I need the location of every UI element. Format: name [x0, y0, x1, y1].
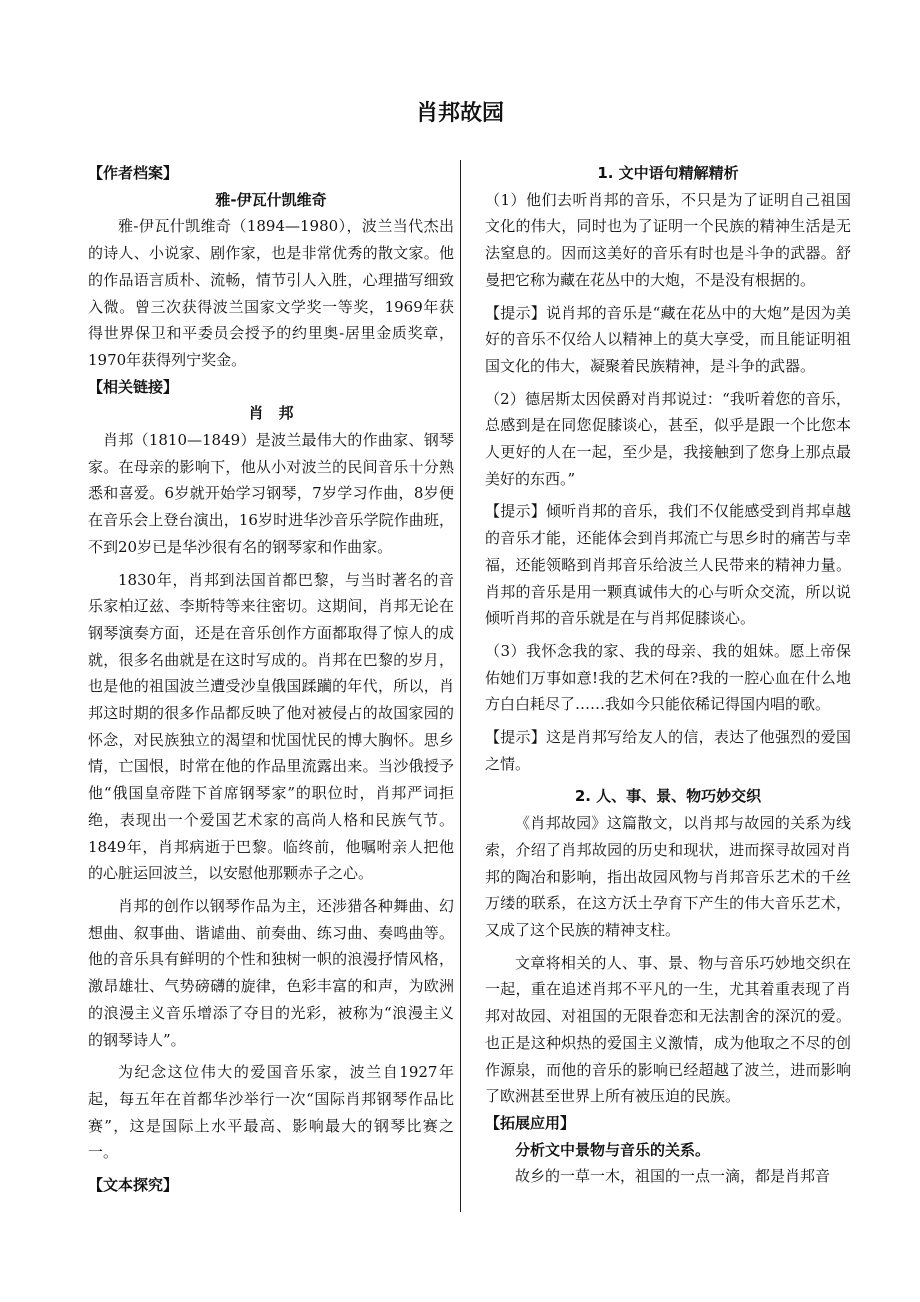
column-divider [460, 160, 461, 1212]
left-column [88, 160, 454, 1199]
extension-question: 分析文中景物与音乐的关系。 [515, 1140, 711, 1159]
extension-heading: 【拓展应用】 [485, 1113, 576, 1132]
tip-item: 【提示】这是肖邦写给友人的信，表达了他强烈的爱国之情。 [485, 728, 851, 773]
related-links-heading: 【相关链接】 [88, 377, 179, 396]
chopin-paragraph: 为纪念这位伟大的爱国音乐家，波兰自1927年起，每五年在首都华沙举行一次“国际肖邦钢琴作品比赛”，这是国际上水平最高、影响最大的钢琴比赛之一。 [88, 1063, 454, 1162]
section1-heading: 1. 文中语句精解精析 [597, 164, 739, 182]
extension-answer: 故乡的一草一木，祖国的一点一滴，都是肖邦音 [515, 1167, 831, 1186]
page-title: 肖邦故园 [415, 101, 504, 126]
tip-item: 【提示】倾听肖邦的音乐，我们不仅能感受到肖邦卓越的音乐才能，还能体会到肖邦流亡与思乡时的痛苦与幸福，还能领略到肖邦音乐给波兰人民带来的精神力量。肖邦的音乐是用一颗真诚伟大的心与听众交流，所以说倾听肖邦的音乐就是在与肖邦促膝谈心。 [485, 502, 851, 628]
chopin-heading: 肖 邦 [248, 404, 294, 423]
chopin-paragraph: 肖邦的创作以钢琴作品为主，还涉猎各种舞曲、幻想曲、叙事曲、谐谑曲、前奏曲、练习曲、奏鸣曲等。他的音乐具有鲜明的个性和独树一帜的浪漫抒情风格，激昂雄壮、气势磅礴的旋律，色彩丰富的和声，为欧洲的浪漫主义音乐增添了夺目的光彩，被称为“浪漫主义的钢琴诗人”。 [88, 896, 454, 1049]
text-exploration-heading: 【文本探究】 [88, 1176, 179, 1195]
author-bio: 雅-伊瓦什凯维奇（1894—1980），波兰当代杰出的诗人、小说家、剧作家，也是非常优秀的散文家。他的作品语言质朴、流畅，情节引人入胜，心理描写细致入微。曾三次获得波兰国家文学奖一等奖，1969年获得世界保卫和平委员会授予的约里奥-居里金质奖章，1970年获得列宁奖金。 [88, 217, 454, 369]
author-name: 雅-伊瓦什凯维奇 [215, 190, 327, 209]
section2-heading: 2. 人、事、景、物巧妙交织 [574, 787, 762, 806]
right-column [485, 160, 851, 1190]
chopin-paragraph: 1830年，肖邦到法国首都巴黎，与当时著名的音乐家柏辽兹、李斯特等来往密切。这期间，肖邦无论在钢琴演奏方面，还是在音乐创作方面都取得了惊人的成就，很多名曲就是在这时写成的。肖邦在巴黎的岁月，也是他的祖国波兰遭受沙皇俄国蹂躏的年代，所以，肖邦这时期的很多作品都反映了他对被侵占的故国家园的怀念，对民族独立的渴望和忧国忧民的博大胸怀。思乡情，亡国恨，时常在他的作品里流露出来。当沙俄授予他“俄国皇帝陛下首席钢琴家”的职位时，肖邦严词拒绝，表现出一个爱国艺术家的高尚人格和民族气节。1849年，肖邦病逝于巴黎。临终前，他嘱咐亲人把他的心脏运回波兰，以安慰他那颗赤子之心。 [88, 570, 454, 883]
chopin-paragraph: 肖邦（1810—1849）是波兰最伟大的作曲家、钢琴家。在母亲的影响下，他从小对波兰的民间音乐十分熟悉和喜爱。6岁就开始学习钢琴，7岁学习作曲，8岁便在音乐会上登台演出，16岁时进华沙音乐学院作曲班，不到20岁已是华沙很有名的钢琴家和作曲家。 [88, 431, 454, 556]
author-profile-heading: 【作者档案】 [88, 164, 179, 182]
quote-item: （3）我怀念我的家、我的母亲、我的姐妹。愿上帝保佑她们万事如意!我的艺术何在?我的一腔心血在什么地方白白耗尽了……我如今只能依稀记得国内唱的歌。 [485, 641, 851, 714]
section2-paragraph: 《肖邦故园》这篇散文，以肖邦与故园的关系为线索，介绍了肖邦故园的历史和现状，进而探寻故园对肖邦的陶冶和影响，指出故园风物与肖邦音乐艺术的千丝万缕的联系，在这方沃土孕育下产生的伟大音乐艺术，又成了这个民族的精神支柱。 [485, 814, 851, 939]
tip-item: 【提示】说肖邦的音乐是“藏在花丛中的大炮”是因为美好的音乐不仅给人以精神上的莫大享受，而且能证明祖国文化的伟大，凝聚着民族精神，是斗争的武器。 [485, 303, 851, 375]
section2-paragraph: 文章将相关的人、事、景、物与音乐巧妙地交织在一起，重在追述肖邦不平凡的一生，尤其着重表现了肖邦对故园、对祖国的无限眷恋和无法割舍的深沉的爱。也正是这种炽热的爱国主义激情，成为他取之不尽的创作源泉，而他的音乐的影响已经超越了波兰，进而影响了欧洲甚至世界上所有被压迫的民族。 [485, 953, 851, 1106]
quote-item: （1）他们去听肖邦的音乐，不只是为了证明自己祖国文化的伟大，同时也为了证明一个民族的精神生活是无法窒息的。因而这美好的音乐有时也是斗争的武器。舒曼把它称为藏在花丛中的大炮，不是没有根据的。 [485, 190, 851, 289]
quote-item: （2）德居斯太因侯爵对肖邦说过：“我听着您的音乐，总感到是在同您促膝谈心，甚至，似乎是跟一个比您本人更好的人在一起，至少是，我接触到了您身上那点最美好的东西。” [485, 389, 851, 488]
